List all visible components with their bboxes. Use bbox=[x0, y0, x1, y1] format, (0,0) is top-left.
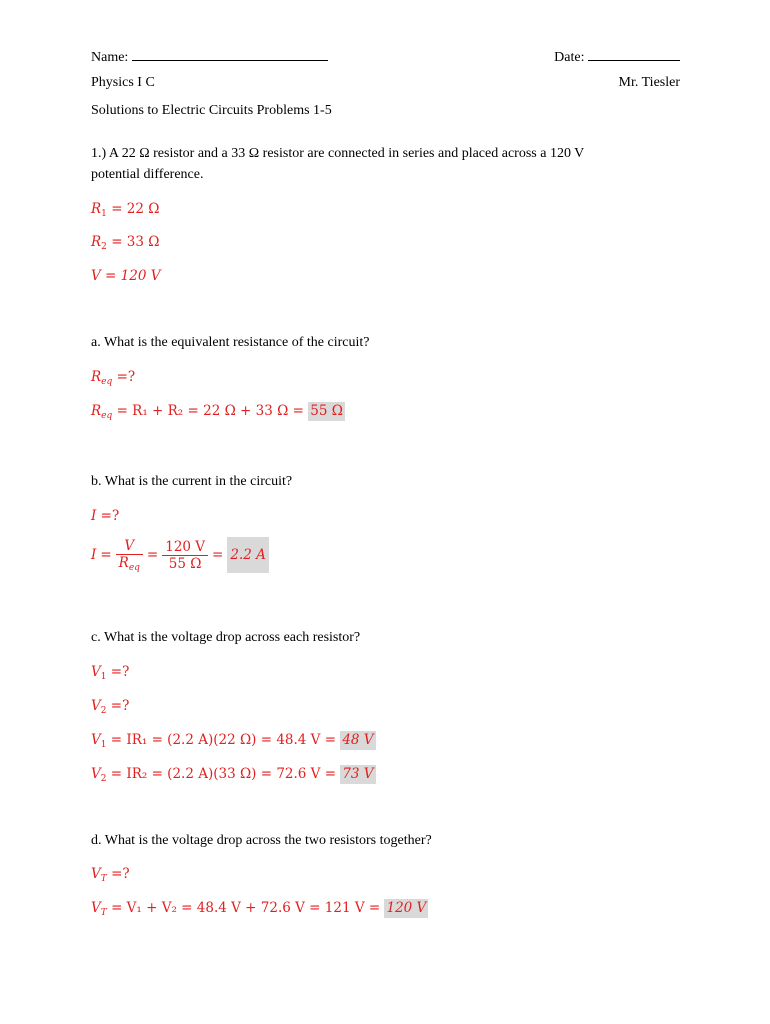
given-r1: $R_1 = 22$ Ω bbox=[91, 201, 160, 219]
part-d-answer: 120 V bbox=[386, 900, 427, 916]
part-d-unknown: $V_T$ =? bbox=[91, 866, 130, 884]
fraction-values: $\frac{120 V}{55 \Omega}$ bbox=[162, 539, 208, 572]
part-c-question: c. What is the voltage drop across each resistor? bbox=[91, 630, 361, 645]
part-b-unknown: I =? bbox=[91, 508, 120, 524]
part-c-solution-2: $V_2 = IR_2 = (2.2$ A)(33 Ω) = 72.6 V = 73 V bbox=[91, 766, 374, 784]
date-label: Date: bbox=[554, 50, 585, 65]
name-blank bbox=[132, 48, 328, 61]
date-line bbox=[554, 48, 680, 66]
part-a-solution: $R_{eq} = R_1 + R_2 = 22$ Ω + 33 Ω = 55 Ω bbox=[91, 403, 343, 421]
part-a-answer: 55 Ω bbox=[310, 403, 343, 419]
part-c-answer-1: 48 V bbox=[342, 732, 374, 748]
part-c-unknown-1: $V_1$ =? bbox=[91, 664, 130, 682]
part-a-question: a. What is the equivalent resistance of the circuit? bbox=[91, 335, 370, 350]
part-b-solution: I = $\frac{V}{R_{eq}}$ = $\frac{120 V}{55 \Omega}$ = 2.2 A bbox=[91, 537, 269, 573]
part-b-question: b. What is the current in the circuit? bbox=[91, 474, 293, 489]
part-c-answer-2: 73 V bbox=[342, 766, 374, 782]
part-d-solution: $V_T = V_1 + V_2 = 48.4$ V + 72.6 V = 121 V = 120 V bbox=[91, 900, 427, 918]
course-name: Physics I C bbox=[91, 75, 155, 90]
part-b-answer: 2.2 A bbox=[227, 537, 269, 573]
part-c-solution-1: $V_1 = IR_1 = (2.2$ A)(22 Ω) = 48.4 V = 48 V bbox=[91, 732, 374, 750]
given-r2: $R_2 = 33$ Ω bbox=[91, 234, 160, 252]
given-v: V = 120 V bbox=[91, 268, 161, 284]
date-blank bbox=[588, 48, 680, 61]
part-d-question: d. What is the voltage drop across the two resistors together? bbox=[91, 833, 432, 848]
fraction-v-over-req: $\frac{V}{R_{eq}}$ bbox=[116, 538, 143, 573]
page-title: Solutions to Electric Circuits Problems 1-5 bbox=[91, 103, 332, 118]
part-c-unknown-2: $V_2$ =? bbox=[91, 698, 130, 716]
name-label: Name: bbox=[91, 50, 129, 65]
problem-statement-line2: potential difference. bbox=[91, 167, 204, 182]
name-line bbox=[91, 48, 328, 66]
part-a-unknown: $R_{eq}$ =? bbox=[91, 369, 136, 387]
teacher-name: Mr. Tiesler bbox=[618, 75, 680, 90]
problem-statement-line1: 1.) A 22 Ω resistor and a 33 Ω resistor are connected in series and placed across a 120 V bbox=[91, 146, 585, 161]
